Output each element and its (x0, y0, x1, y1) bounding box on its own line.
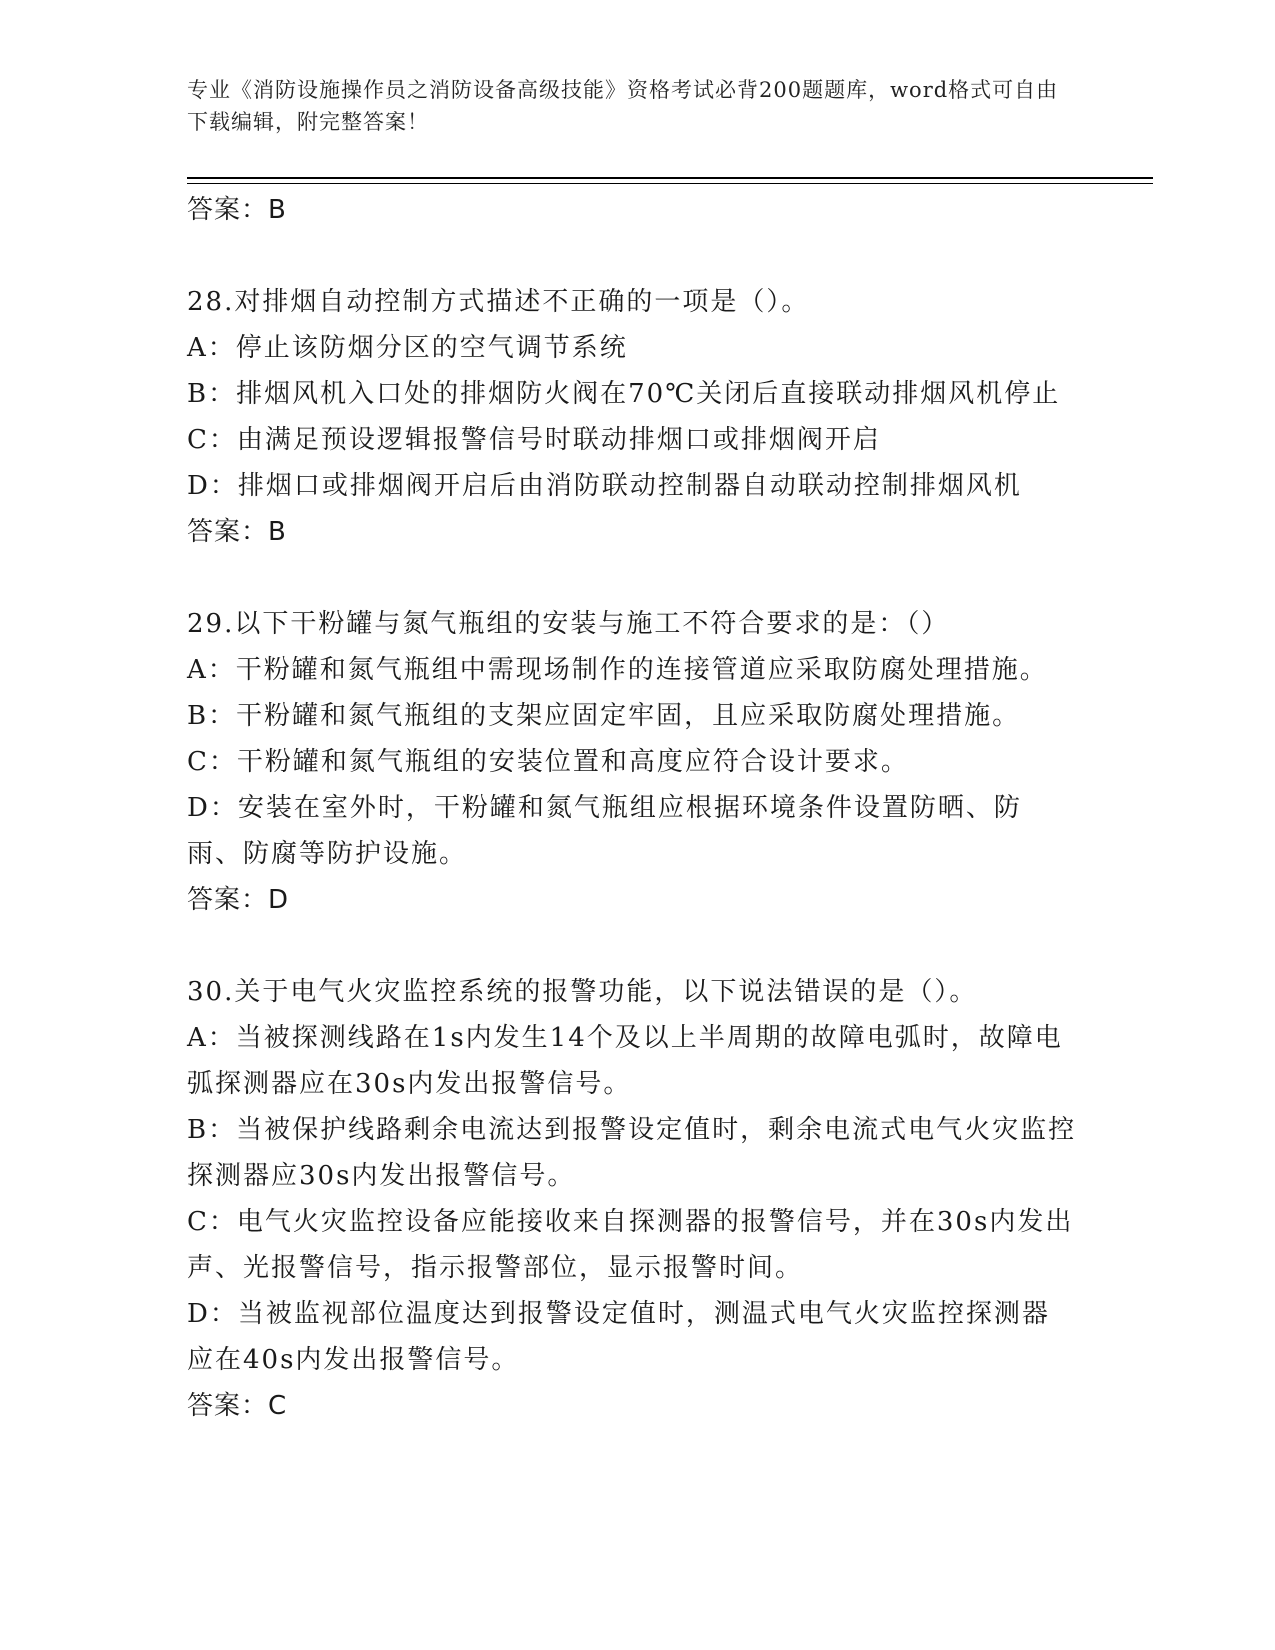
option-d: D：排烟口或排烟阀开启后由消防联动控制器自动联动控制排烟风机 (187, 471, 1022, 501)
previous-answer: 答案：B (187, 195, 287, 225)
option-d: D：当被监视部位温度达到报警设定值时，测温式电气火灾监控探测器应在40s内发出报警信号。 (187, 1299, 1050, 1375)
option-a: A：干粉罐和氮气瓶组中需现场制作的连接管道应采取防腐处理措施。 (187, 655, 1048, 685)
question-stem: 30.关于电气火灾监控系统的报警功能，以下说法错误的是（）。 (187, 977, 978, 1007)
question-stem: 29.以下干粉罐与氮气瓶组的安装与施工不符合要求的是：（） (187, 609, 950, 639)
option-b: B：干粉罐和氮气瓶组的支架应固定牢固，且应采取防腐处理措施。 (187, 701, 1021, 731)
option-d: D：安装在室外时，干粉罐和氮气瓶组应根据环境条件设置防晒、防雨、防腐等防护设施。 (187, 793, 1022, 869)
option-a: A：当被探测线路在1s内发生14个及以上半周期的故障电弧时，故障电弧探测器应在30s内发出报警信号。 (187, 1023, 1063, 1099)
header-rule-thin (187, 183, 1153, 184)
question-28 (187, 279, 1077, 555)
option-b: B：排烟风机入口处的排烟防火阀在70℃关闭后直接联动排烟风机停止 (187, 379, 1061, 409)
option-c: C：干粉罐和氮气瓶组的安装位置和高度应符合设计要求。 (187, 747, 909, 777)
answer: 答案：B (187, 517, 287, 547)
page-header: 专业《消防设施操作员之消防设备高级技能》资格考试必背200题题库，word格式可自由下载编辑，附完整答案！ (187, 78, 1059, 134)
spacer (187, 923, 1077, 969)
question-30 (187, 969, 1077, 1429)
spacer (187, 555, 1077, 601)
option-c: C：由满足预设逻辑报警信号时联动排烟口或排烟阀开启 (187, 425, 881, 455)
question-list (187, 187, 1077, 1429)
option-a: A：停止该防烟分区的空气调节系统 (187, 333, 628, 363)
header-rule-thick (187, 177, 1153, 179)
answer: 答案：D (187, 885, 290, 915)
option-b: B：当被保护线路剩余电流达到报警设定值时，剩余电流式电气火灾监控探测器应30s内发出报警信号。 (187, 1115, 1077, 1191)
question-stem: 28.对排烟自动控制方式描述不正确的一项是（）。 (187, 287, 810, 317)
question-29 (187, 601, 1077, 923)
option-c: C：电气火灾监控设备应能接收来自探测器的报警信号，并在30s内发出声、光报警信号，指示报警部位，显示报警时间。 (187, 1207, 1074, 1283)
answer: 答案：C (187, 1391, 288, 1421)
spacer (187, 233, 1077, 279)
